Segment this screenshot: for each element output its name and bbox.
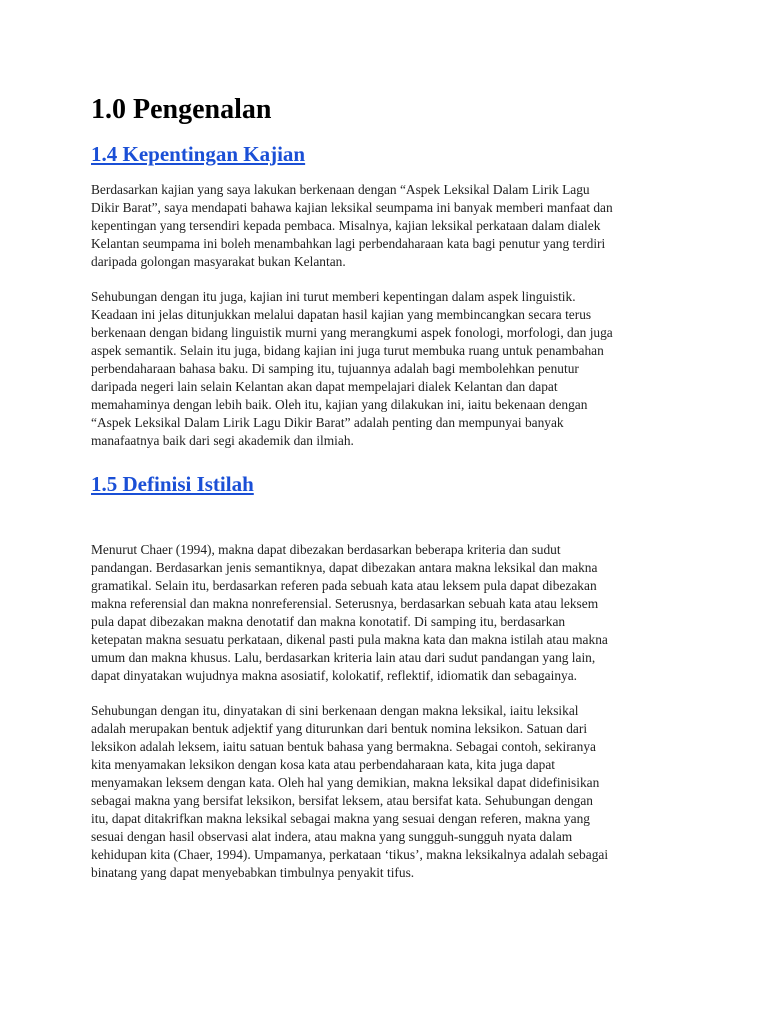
text-line: kehidupan kita (Chaer, 1994). Umpamanya, perkataan ‘tikus’, makna leksikalnya adalah sebagai <box>91 847 609 862</box>
text-line: aspek semantik. Selain itu juga, bidang kajian ini juga turut membuka ruang untuk penambahan <box>91 343 604 358</box>
paragraph-kepentingan-1 <box>91 181 681 271</box>
section-heading-definisi-istilah[interactable]: 1.5 Definisi Istilah <box>91 472 254 496</box>
text-line: Dikir Barat”, saya mendapati bahawa kajian leksikal seumpama ini banyak memberi manfaat dan <box>91 200 613 215</box>
text-line: “Aspek Leksikal Dalam Lirik Lagu Dikir Barat” adalah penting dan mempunyai banyak <box>91 415 564 430</box>
text-line: daripada negeri lain selain Kelantan akan dapat mempelajari dialek Kelantan dan dapat <box>91 379 558 394</box>
text-line: perbendaharaan bahasa baku. Di samping itu, tujuannya adalah bagi membolehkan penutur <box>91 361 579 376</box>
text-line: Menurut Chaer (1994), makna dapat dibezakan berdasarkan beberapa kriteria dan sudut <box>91 542 561 557</box>
text-line: umum dan makna khusus. Lalu, berdasarkan kriteria lain atau dari sudut pandangan yang lain, <box>91 650 596 665</box>
text-line: leksikon adalah leksem, iaitu satuan bentuk bahasa yang bermakna. Sebagai contoh, sekiranya <box>91 739 596 754</box>
text-line: Sehubungan dengan itu, dinyatakan di sini berkenaan dengan makna leksikal, iaitu leksikal <box>91 703 579 718</box>
text-line: kita menyamakan leksikon dengan kosa kata atau perbendaharaan kata, kita juga dapat <box>91 757 556 772</box>
text-line: Sehubungan dengan itu juga, kajian ini turut memberi kepentingan dalam aspek linguistik. <box>91 289 576 304</box>
text-line: berkenaan dengan bidang linguistik murni yang merangkumi aspek fonologi, morfologi, dan juga <box>91 325 613 340</box>
text-line: binatang yang dapat menyebabkan timbulnya penyakit tifus. <box>91 865 415 880</box>
paragraph-kepentingan-2 <box>91 288 681 450</box>
text-line: itu, dapat ditakrifkan makna leksikal sebagai makna yang sesuai dengan referen, makna yang <box>91 811 590 826</box>
text-line: Berdasarkan kajian yang saya lakukan berkenaan dengan “Aspek Leksikal Dalam Lirik Lagu <box>91 182 590 197</box>
text-line: pula dapat dibezakan makna denotatif dan makna konotatif. Di samping itu, berdasarkan <box>91 614 566 629</box>
text-line: Kelantan seumpama ini boleh menambahkan lagi perbendaharaan kata bagi penutur yang terdiri <box>91 236 606 251</box>
text-line: memahaminya dengan lebih baik. Oleh itu, kajian yang dilakukan ini, iaitu bekenaan dengan <box>91 397 588 412</box>
text-line: kepentingan yang tersendiri kepada pembaca. Misalnya, kajian leksikal perkataan dalam dialek <box>91 218 601 233</box>
text-line: manafaatnya baik dari segi akademik dan ilmiah. <box>91 433 354 448</box>
text-line: pandangan. Berdasarkan jenis semantiknya, dapat dibezakan antara makna leksikal dan makna <box>91 560 598 575</box>
text-line: dapat dinyatakan wujudnya makna asosiatif, kolokatif, reflektif, idiomatik dan sebagainya. <box>91 668 578 683</box>
text-line: ketepatan makna sesuatu perkataan, dikenal pasti pula makna kata dan makna istilah atau makna <box>91 632 608 647</box>
document-page <box>91 90 681 882</box>
text-line: gramatikal. Selain itu, berdasarkan referen pada sebuah kata atau leksem pula dapat dibezakan <box>91 578 597 593</box>
page-title: 1.0 Pengenalan <box>91 94 272 125</box>
paragraph-definisi-2 <box>91 702 681 882</box>
section-heading-kepentingan-kajian[interactable]: 1.4 Kepentingan Kajian <box>91 142 306 166</box>
text-line: adalah merupakan bentuk adjektif yang diturunkan dari bentuk nomina leksikon. Satuan dari <box>91 721 588 736</box>
text-line: Keadaan ini jelas ditunjukkan melalui dapatan hasil kajian yang membincangkan secara terus <box>91 307 592 322</box>
text-line: makna referensial dan makna nonreferensial. Seterusnya, berdasarkan sebuah kata atau leksem <box>91 596 599 611</box>
text-line: menyamakan leksem dengan kata. Oleh hal yang demikian, makna leksikal dapat didefinisikan <box>91 775 600 790</box>
text-line: sebagai makna yang bersifat leksikon, bersifat leksem, atau bersifat kata. Sehubungan dengan <box>91 793 593 808</box>
text-line: sesuai dengan hasil observasi alat indera, atau makna yang sungguh-sungguh nyata dalam <box>91 829 573 844</box>
paragraph-definisi-1 <box>91 541 681 685</box>
text-line: daripada golongan masyarakat bukan Kelantan. <box>91 254 346 269</box>
